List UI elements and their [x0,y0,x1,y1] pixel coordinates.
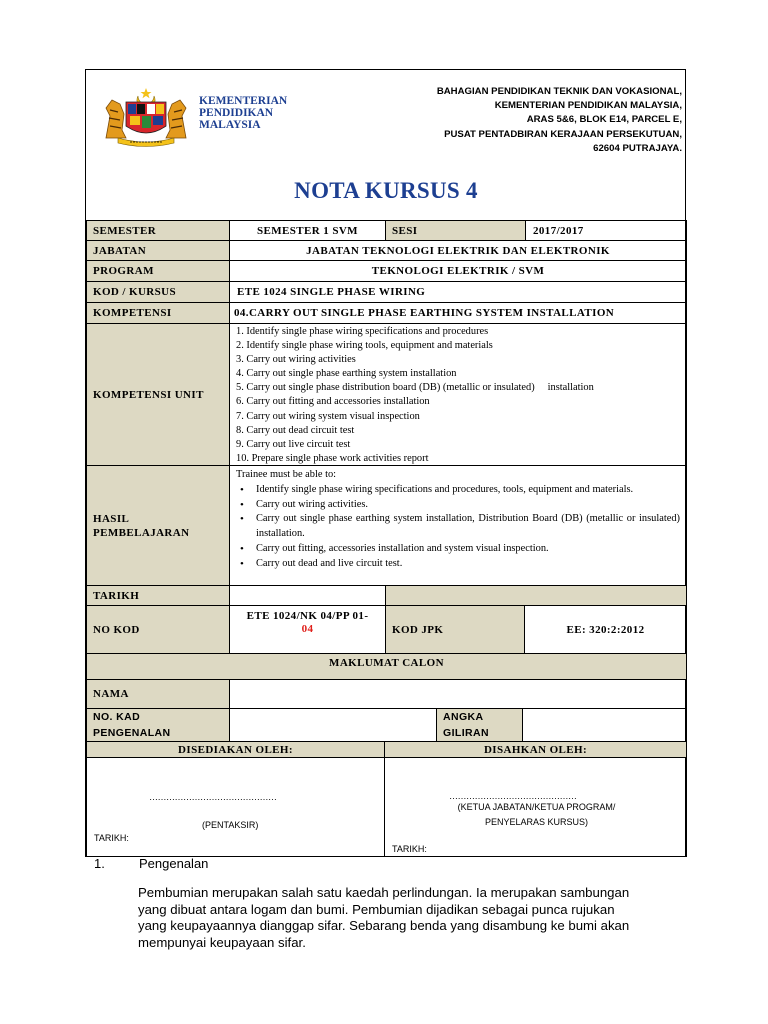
signature-tarikh: TARIKH: [94,833,129,843]
signature-role: (PENTAKSIR) [202,820,259,830]
list-item: • Carry out fitting, accessories installation and system visual inspection. [236,542,680,557]
list-item: • Carry out wiring activities. [236,498,680,513]
hasil-intro: Trainee must be able to: [236,469,337,480]
address-line: ARAS 5&6, BLOK E14, PARCEL E, [526,114,682,126]
hasil-label-line: HASIL [93,512,130,525]
no-kod-label: NO KOD [86,605,230,654]
kompetensi-unit-label: KOMPETENSI UNIT [86,323,230,466]
paragraph-line: Pembumian merupakan salah satu kaedah perlindungan. Ia merupakan sambungan [138,885,630,900]
signature-role: PENYELARAS KURSUS) [484,817,589,827]
signature-tarikh: TARIKH: [392,844,427,854]
hasil-label-line: PEMBELAJARAN [93,526,190,539]
no-kod-value [229,605,386,654]
kod-jpk-label: KOD JPK [385,605,525,654]
list-item: 9. Carry out live circuit test [236,438,351,450]
jabatan-label: JABATAN [86,240,230,261]
list-item: 8. Carry out dead circuit test [236,424,355,436]
address-line: BAHAGIAN PENDIDIKAN TEKNIK DAN VOKASIONAL, [436,86,682,97]
kompetensi-label: KOMPETENSI [86,302,230,324]
hasil-content [229,465,687,586]
address-line: KEMENTERIAN PENDIDIKAN MALAYSIA, [494,100,682,112]
malaysia-coat-of-arms-icon [100,86,192,148]
hasil-label [86,465,230,586]
kod-kursus-label: KOD / KURSUS [86,281,230,303]
program-value: TEKNOLOGI ELEKTRIK / SVM [229,260,687,282]
semester-label: SEMESTER [86,220,230,241]
section-title: Pengenalan [139,856,209,871]
disediakan-oleh-header: DISEDIAKAN OLEH: [86,741,385,758]
tarikh-label: TARIKH [86,585,230,606]
list-item: 10. Prepare single phase work activities report [236,452,429,464]
list-item: 3. Carry out wiring activities [236,354,356,366]
signature-box-right[interactable] [384,757,687,857]
sesi-value: 2017/2017 [525,220,687,241]
ministry-line: KEMENTERIAN [199,95,288,107]
list-item: 6. Carry out fitting and accessories installation [236,396,430,408]
section-heading [94,856,209,871]
semester-value: SEMESTER 1 SVM [229,220,386,241]
page-title: NOTA KURSUS 4 [294,178,478,203]
signature-line: ……………………………………… [149,792,277,802]
paragraph-line: mempunyai keupayaan sifar. [138,934,306,950]
no-kad-label [86,708,230,742]
tarikh-spacer [385,585,687,606]
ministry-name [199,95,287,131]
disahkan-oleh-header: DISAHKAN OLEH: [384,741,687,758]
angka-label-line: ANGKA [443,711,484,723]
no-kad-field[interactable] [229,708,437,742]
paragraph-line: yang keupayaannya dianggap sifar. Sebarang benda yang disambung ke bumi akan [138,918,630,934]
list-item: 5. Carry out single phase distribution board (DB) (metallic or insulated) installation [236,382,594,394]
kod-kursus-value: ETE 1024 SINGLE PHASE WIRING [229,281,687,303]
signature-role: (KETUA JABATAN/KETUA PROGRAM/ [457,802,616,812]
ministry-address [352,85,682,156]
hasil-list [236,483,680,572]
ministry-line: PENDIDIKAN [199,107,274,119]
kompetensi-unit-list [229,323,687,466]
no-kad-label-line: PENGENALAN [93,727,171,739]
list-item: 1. Identify single phase wiring specifications and procedures [236,326,489,337]
nama-field[interactable] [229,679,687,709]
maklumat-calon-header: MAKLUMAT CALON [86,653,687,680]
no-kod-main: ETE 1024/NK 04/PP 01- [246,610,369,622]
signature-line: ……………………………………… [449,791,577,801]
address-line: PUSAT PENTADBIRAN KERAJAAN PERSEKUTUAN, [444,128,682,140]
kompetensi-value: 04.CARRY OUT SINGLE PHASE EARTHING SYSTEM INSTALLATION [229,302,687,324]
angka-giliran-label [436,708,523,742]
list-item: • Carry out dead and live circuit test. [236,557,680,572]
nama-label: NAMA [86,679,230,709]
address-line: 62604 PUTRAJAYA. [593,142,682,154]
angka-giliran-field[interactable] [522,708,687,742]
section-paragraph [138,885,678,951]
list-item: 2. Identify single phase wiring tools, equipment and materials [236,340,493,352]
kod-jpk-value: EE: 320:2:2012 [524,605,687,654]
list-item: 7. Carry out wiring system visual inspection [236,410,420,422]
list-item: • Identify single phase wiring specifications and procedures, tools, equipment and materials. [236,483,680,498]
list-item: 4. Carry out single phase earthing system installation [236,368,457,380]
signature-box-left[interactable] [86,757,385,857]
sesi-label: SESI [385,220,526,241]
section-number: 1. [94,856,105,871]
jabatan-value: JABATAN TEKNOLOGI ELEKTRIK DAN ELEKTRONIK [229,240,687,261]
angka-label-line: GILIRAN [443,727,489,739]
list-item: • Carry out single phase earthing system installation, Distribution Board (DB) (metallic or insulated) installation. [236,512,680,542]
paragraph-line: yang dibuat antara logam dan bumi. Pembumian dijadikan sebagai punca rujukan [138,901,615,917]
no-kod-suffix: 04 [301,623,314,635]
ministry-line: MALAYSIA [199,119,261,131]
tarikh-value [229,585,386,606]
program-label: PROGRAM [86,260,230,282]
no-kad-label-line: NO. KAD [93,711,141,723]
